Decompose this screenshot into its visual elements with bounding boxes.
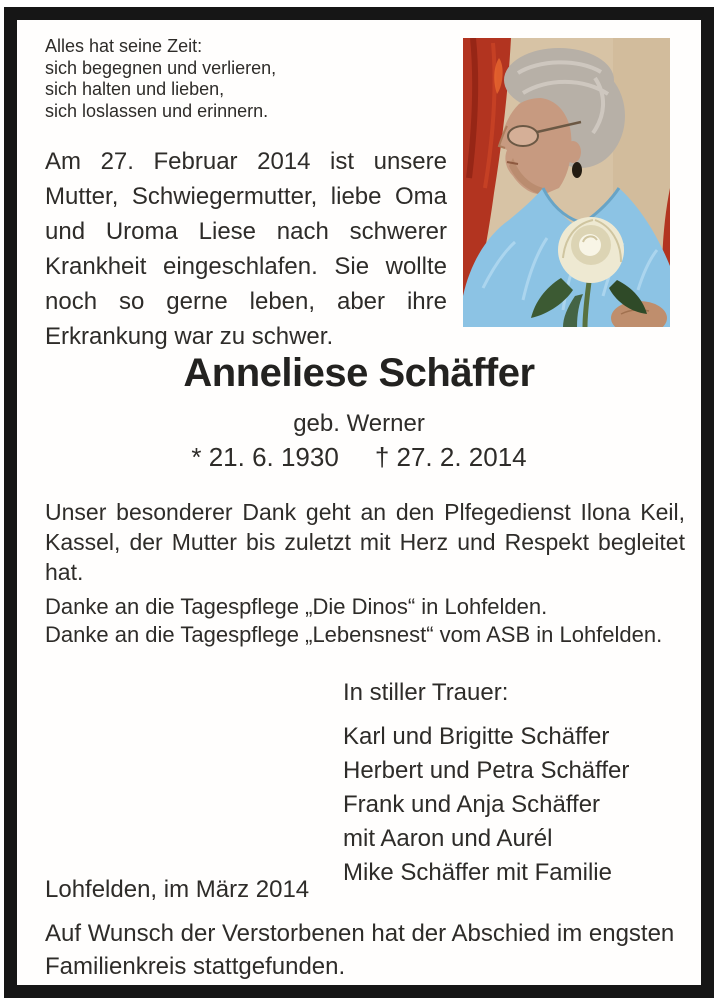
death-date: † 27. 2. 2014	[374, 442, 527, 472]
life-dates	[17, 442, 701, 473]
mourning-header: In stiller Trauer:	[343, 679, 509, 706]
verse-line-2: sich begegnen und verlieren,	[45, 57, 277, 78]
mourner-line-1: Karl und Brigitte Schäffer	[343, 723, 610, 750]
glasses-lens	[508, 126, 538, 146]
obituary-card	[4, 7, 714, 998]
daycare-thanks-line-1: Danke an die Tagespflege „Die Dinos“ in Lohfelden.	[45, 594, 548, 619]
deceased-name: Anneliese Schäffer	[183, 351, 535, 395]
death-announcement: Am 27. Februar 2014 ist unsere Mutter, Schwiegermutter, liebe Oma und Uroma Liese nach schwerer Krankheit eingeschlafen. Sie wollte noch so gerne leben, aber ihre Erkrankung war zu schwer.	[45, 148, 447, 350]
closing-note: Auf Wunsch der Verstorbenen hat der Abschied im engsten Familienkreis stattgefunden.	[45, 920, 675, 980]
daycare-thanks	[45, 593, 662, 649]
verse-line-3: sich halten und lieben,	[45, 79, 225, 99]
obituary-sheet	[17, 20, 701, 985]
thanks-paragraph: Unser besonderer Dank geht an den Plfegedienst Ilona Keil, Kassel, der Mutter bis zuletzt mit Herz und Respekt begleitet hat.	[45, 499, 685, 585]
ear	[565, 141, 581, 163]
mourner-line-5: Mike Schäffer mit Familie	[343, 859, 612, 886]
place-and-date: Lohfelden, im März 2014	[45, 876, 310, 903]
mourner-line-2: Herbert und Petra Schäffer	[343, 757, 630, 784]
mourners-block	[343, 679, 629, 890]
maiden-name: geb. Werner	[293, 410, 425, 437]
daycare-thanks-line-2: Danke an die Tagespflege „Lebensnest“ vom ASB in Lohfelden.	[45, 622, 663, 647]
mourner-line-3: Frank und Anja Schäffer	[343, 791, 601, 818]
earring	[572, 162, 582, 178]
opening-verse	[45, 36, 276, 122]
portrait-photo	[463, 38, 670, 327]
portrait-photo-illustration	[463, 38, 670, 327]
mourner-line-4: mit Aaron und Aurél	[343, 825, 553, 852]
verse-line-4: sich loslassen und erinnern.	[45, 100, 269, 121]
birth-date: * 21. 6. 1930	[191, 442, 339, 472]
verse-line-1: Alles hat seine Zeit:	[45, 36, 203, 56]
